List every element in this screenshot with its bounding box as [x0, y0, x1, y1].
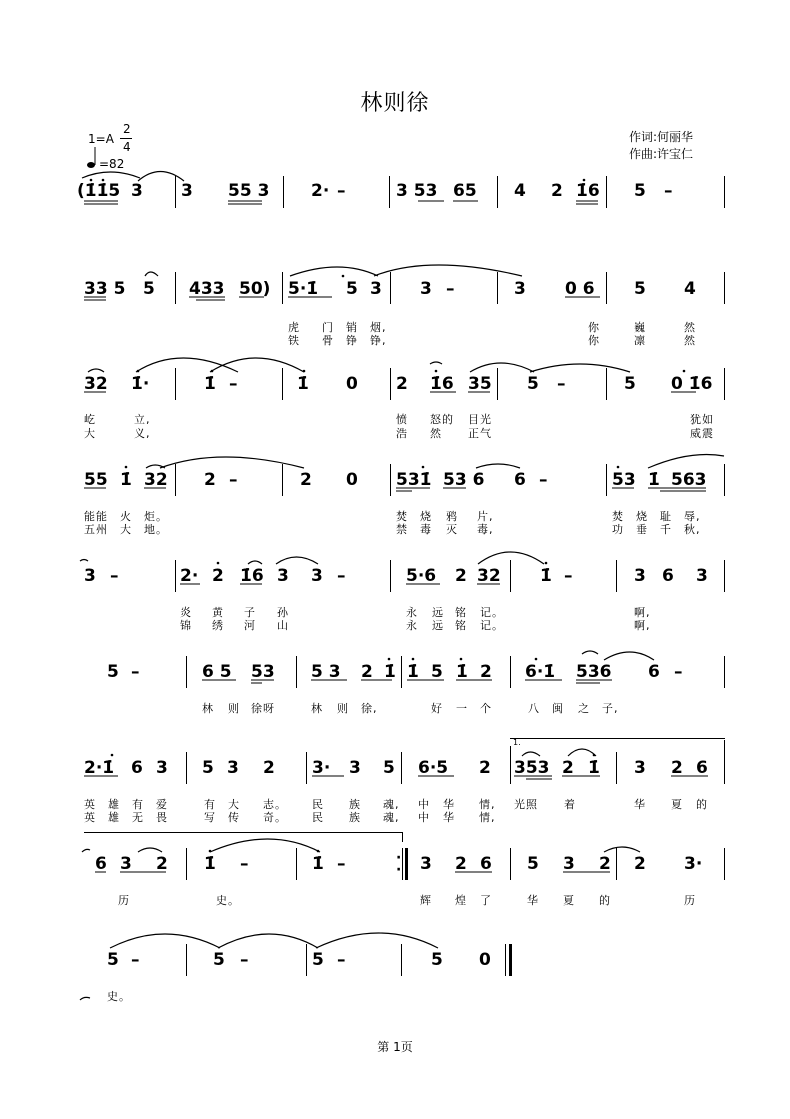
note: 1̇6: [240, 566, 264, 586]
lyric: 愤: [396, 413, 408, 426]
note: 5: [527, 374, 539, 394]
lyric: 烟,: [370, 321, 387, 334]
note: 3: [563, 854, 575, 874]
lyric: 英: [84, 811, 96, 824]
slur: [290, 267, 378, 276]
lyric: 华: [443, 798, 455, 811]
tie: [160, 457, 304, 468]
lyric: 族: [349, 798, 361, 811]
lyric: 则: [337, 702, 349, 715]
note: –: [337, 181, 346, 201]
slur: [478, 552, 544, 564]
lyric: 畏: [156, 811, 168, 824]
note: 4: [514, 181, 526, 201]
note: 6: [131, 758, 143, 778]
note: 0 6: [565, 279, 595, 299]
lyric: 啊,: [634, 606, 651, 619]
lyric: 能能: [84, 510, 108, 523]
note: 1̇·: [131, 374, 150, 394]
lyric: 着: [564, 798, 576, 811]
lyric: 爱: [156, 798, 168, 811]
note: 536: [576, 662, 612, 682]
tie: [110, 934, 220, 948]
lyric: 焚: [396, 510, 408, 523]
note: –: [564, 566, 573, 586]
note: –: [664, 181, 673, 201]
tie: [80, 560, 88, 562]
lyric: 一: [456, 702, 468, 715]
lyric: 之: [578, 702, 590, 715]
tie: [530, 364, 630, 372]
lyric: 则: [228, 702, 240, 715]
note: 5 3: [311, 662, 341, 682]
note: –: [110, 566, 119, 586]
note: 50): [239, 279, 271, 299]
note: (1̇1̇5: [77, 181, 121, 201]
lyric: 大: [228, 798, 240, 811]
slur: [476, 464, 520, 468]
note: 3·: [312, 758, 331, 778]
note: 5: [624, 374, 636, 394]
lyric: 光照: [514, 798, 538, 811]
note: 55: [84, 470, 108, 490]
lyric: 门: [322, 321, 334, 334]
lyric: 目光: [468, 413, 492, 426]
note: 5: [143, 279, 155, 299]
note: 6·1̇: [525, 662, 556, 682]
lyric: 铭: [455, 606, 467, 619]
note: 33 5: [84, 279, 126, 299]
lyric: 有: [204, 798, 216, 811]
lyric: 黄: [212, 606, 224, 619]
lyric: 犹如: [690, 413, 714, 426]
tie: [276, 557, 318, 564]
note: 5: [527, 854, 539, 874]
note: 3: [420, 854, 432, 874]
note: 531̇: [396, 470, 432, 490]
lyric: 族: [349, 811, 361, 824]
lyric: 华: [443, 811, 455, 824]
tie: [604, 847, 640, 852]
note: 1̇: [204, 854, 216, 874]
lyric: 正气: [468, 427, 492, 440]
note: 433: [189, 279, 225, 299]
lyric: 永: [406, 606, 418, 619]
lyric: 魂,: [383, 811, 400, 824]
lyric: 你: [588, 321, 600, 334]
note: 6: [95, 854, 107, 874]
lyric: 禁: [396, 523, 408, 536]
note: 1̇: [588, 758, 600, 778]
tie: [80, 997, 90, 1000]
note: 563: [671, 470, 707, 490]
note: 5: [431, 662, 443, 682]
note: 2: [156, 854, 168, 874]
note: 2: [396, 374, 408, 394]
note: –: [337, 854, 346, 874]
note: 2: [479, 758, 491, 778]
lyric: 毒,: [477, 523, 494, 536]
slur: [82, 172, 140, 178]
lyric: 怒的: [430, 413, 454, 426]
lyric: 凛: [634, 334, 646, 347]
lyric: 烧: [420, 510, 432, 523]
meter-bottom: 4: [123, 140, 131, 154]
note: 2: [361, 662, 373, 682]
lyric: 威震: [690, 427, 714, 440]
note: 2: [634, 854, 646, 874]
note: 2: [551, 181, 563, 201]
lyric: 立,: [134, 413, 151, 426]
lyric: 子: [244, 606, 256, 619]
note: 2: [212, 566, 224, 586]
lyric: 历: [118, 894, 130, 907]
note: 2: [300, 470, 312, 490]
note: 6: [480, 854, 492, 874]
lyric: 林: [311, 702, 323, 715]
tie: [374, 265, 522, 276]
lyric: 煌: [455, 894, 467, 907]
tie: [82, 849, 90, 852]
note: 2·: [311, 181, 330, 201]
slur: [522, 752, 540, 756]
lyric: 然: [684, 321, 696, 334]
slur: [88, 369, 104, 372]
note: 6: [514, 470, 526, 490]
note: 5: [107, 950, 119, 970]
key-signature: 1=A: [88, 132, 114, 146]
lyric: 你: [588, 334, 600, 347]
lyric: 垂: [636, 523, 648, 536]
note: 1̇6: [576, 181, 600, 201]
lyric: 功: [612, 523, 624, 536]
note: 3: [349, 758, 361, 778]
note: 5: [634, 181, 646, 201]
note: 3: [370, 279, 382, 299]
tie: [218, 934, 318, 948]
tie: [648, 455, 724, 469]
note: 2: [599, 854, 611, 874]
lyric: 虎: [288, 321, 300, 334]
note: 3: [420, 279, 432, 299]
slur: [145, 272, 158, 276]
note: 1̇: [120, 470, 132, 490]
lyric: 无: [132, 811, 144, 824]
note: 5: [431, 950, 443, 970]
lyric: 志。: [263, 798, 287, 811]
note: –: [229, 374, 238, 394]
note: 3·: [684, 854, 703, 874]
lyric: 闽: [552, 702, 564, 715]
note: –: [446, 279, 455, 299]
note: 6: [662, 566, 674, 586]
tempo: =82: [99, 157, 125, 171]
volta-label: 1.: [513, 738, 521, 747]
tie: [604, 652, 654, 660]
lyric: 情,: [479, 811, 496, 824]
note: 1̇: [312, 854, 324, 874]
lyric: 烧: [636, 510, 648, 523]
note: 0: [346, 374, 358, 394]
note: 53: [251, 662, 275, 682]
lyric: 史。: [216, 894, 240, 907]
note: –: [229, 470, 238, 490]
lyricist: 作词:何丽华: [629, 130, 694, 144]
lyric: 五州: [84, 523, 108, 536]
tie: [138, 172, 184, 182]
note: –: [674, 662, 683, 682]
lyric: 焚: [612, 510, 624, 523]
note: 3: [514, 279, 526, 299]
lyric: 铮: [346, 334, 358, 347]
note: 1̇: [204, 374, 216, 394]
lyric: 灭: [446, 523, 458, 536]
lyric: 华: [634, 798, 646, 811]
lyric: 辱,: [684, 510, 701, 523]
lyric: 然: [430, 427, 442, 440]
note: 2: [455, 854, 467, 874]
note: 5: [312, 950, 324, 970]
lyric: 写: [204, 811, 216, 824]
note: 6 5: [202, 662, 232, 682]
lyric: 传: [228, 811, 240, 824]
note: 3: [634, 566, 646, 586]
note: 5: [107, 662, 119, 682]
note: –: [240, 854, 249, 874]
lyric: 巍: [634, 321, 646, 334]
song-title: 林则徐: [360, 91, 430, 116]
lyric: 孙: [277, 606, 289, 619]
lyric: 情,: [479, 798, 496, 811]
slur: [248, 561, 262, 564]
note: 53 6: [443, 470, 485, 490]
slur: [582, 651, 598, 654]
note: 3: [156, 758, 168, 778]
slur: [470, 363, 534, 372]
note: 35: [468, 374, 492, 394]
note: –: [557, 374, 566, 394]
note: 5: [383, 758, 395, 778]
lyric: 徐呀: [251, 702, 275, 715]
lyric: 英: [84, 798, 96, 811]
lyric: 夏: [563, 894, 575, 907]
note: 3 53: [396, 181, 438, 201]
lyric: 铮,: [370, 334, 387, 347]
lyric: 雄: [108, 798, 120, 811]
slur: [138, 848, 162, 852]
lyric: 个: [480, 702, 492, 715]
lyric: 鸦: [446, 510, 458, 523]
note: 0 1̇6: [671, 374, 713, 394]
note: 0: [346, 470, 358, 490]
note: 65: [453, 181, 477, 201]
lyric: 炎: [180, 606, 192, 619]
note: 1̇: [648, 470, 660, 490]
lyric: 河: [244, 619, 256, 632]
note: 1̇: [297, 374, 309, 394]
repeat-dots-top: ·: [396, 850, 402, 866]
lyric: 片,: [477, 510, 494, 523]
note: 5: [213, 950, 225, 970]
note: 3: [696, 566, 708, 586]
lyric: 远: [432, 606, 444, 619]
note: 1̇: [540, 566, 552, 586]
lyric: 啊,: [634, 619, 651, 632]
note: 5: [346, 279, 358, 299]
note: 5·6: [406, 566, 437, 586]
lyric: 然: [684, 334, 696, 347]
note: 6: [696, 758, 708, 778]
lyric: 的: [696, 798, 708, 811]
note: 3: [277, 566, 289, 586]
note: –: [131, 950, 140, 970]
lyric: 炬。: [144, 510, 168, 523]
lyric: 夏: [671, 798, 683, 811]
lyric: 地。: [144, 523, 168, 536]
lyric: 浩: [396, 427, 408, 440]
lyric: 铁: [288, 334, 300, 347]
lyric: 秋,: [684, 523, 701, 536]
note: 2: [671, 758, 683, 778]
lyric: 绣: [212, 619, 224, 632]
lyric: 永: [406, 619, 418, 632]
note: 3: [181, 181, 193, 201]
note: 1̇6: [430, 374, 454, 394]
note: 32: [144, 470, 168, 490]
meter-top: 2: [123, 122, 131, 136]
lyric: 奇。: [263, 811, 287, 824]
note: –: [131, 662, 140, 682]
note: 3: [84, 566, 96, 586]
lyric: 义,: [134, 427, 151, 440]
lyric: 铭: [455, 619, 467, 632]
lyric: 火: [120, 510, 132, 523]
note: 5: [634, 279, 646, 299]
lyric: 好: [431, 702, 443, 715]
tie: [210, 839, 320, 852]
note: 353: [514, 758, 550, 778]
note: 3: [311, 566, 323, 586]
note: 2: [562, 758, 574, 778]
note: 53: [612, 470, 636, 490]
note: –: [337, 566, 346, 586]
note: 2: [263, 758, 275, 778]
note: 2: [455, 566, 467, 586]
lyric: 子,: [602, 702, 619, 715]
lyric: 史。: [107, 990, 131, 1003]
note: 32: [477, 566, 501, 586]
lyric: 千: [660, 523, 672, 536]
lyric: 了: [480, 894, 492, 907]
note: 0: [479, 950, 491, 970]
note: 6: [648, 662, 660, 682]
lyric: 徐,: [361, 702, 378, 715]
note: 3: [634, 758, 646, 778]
lyric: 中: [418, 798, 430, 811]
lyric: 山: [277, 619, 289, 632]
note: 2: [204, 470, 216, 490]
lyric: 的: [599, 894, 611, 907]
note: 1̇: [384, 662, 396, 682]
note: 32: [84, 374, 108, 394]
note: –: [337, 950, 346, 970]
note: 3: [227, 758, 239, 778]
note: 2·1̇: [84, 758, 115, 778]
tie: [316, 933, 438, 948]
lyric: 大: [120, 523, 132, 536]
note: 3: [120, 854, 132, 874]
lyric: 销: [346, 321, 358, 334]
lyric: 辉: [420, 894, 432, 907]
note: 3: [131, 181, 143, 201]
note: 5·1̇: [288, 279, 319, 299]
lyric: 远: [432, 619, 444, 632]
note: 1̇: [456, 662, 468, 682]
lyric: 耻: [660, 510, 672, 523]
lyric: 锦: [180, 619, 192, 632]
lyric: 骨: [322, 334, 334, 347]
slur: [430, 362, 442, 364]
lyric: 有: [132, 798, 144, 811]
page-number: 第 1页: [377, 1040, 413, 1054]
note: 2·: [180, 566, 199, 586]
lyric: 记。: [480, 606, 504, 619]
slur: [568, 749, 596, 756]
note: 6·5: [418, 758, 449, 778]
lyric: 魂,: [383, 798, 400, 811]
lyric: 记。: [480, 619, 504, 632]
lyric: 华: [527, 894, 539, 907]
lyric: 大: [84, 427, 96, 440]
note: –: [539, 470, 548, 490]
lyric: 历: [684, 894, 696, 907]
lyric: 毒: [420, 523, 432, 536]
note: 55 3: [228, 181, 270, 201]
lyric: 民: [312, 798, 324, 811]
lyric: 八: [528, 702, 540, 715]
lyric: 林: [202, 702, 214, 715]
note: –: [240, 950, 249, 970]
lyric: 民: [312, 811, 324, 824]
tie: [210, 358, 304, 372]
composer: 作曲:许宝仁: [629, 147, 694, 161]
note: 4: [684, 279, 696, 299]
repeat-dots-bottom: ·: [396, 862, 402, 878]
lyric: 中: [418, 811, 430, 824]
note: 5: [202, 758, 214, 778]
lyric: 雄: [108, 811, 120, 824]
note: 1̇: [407, 662, 419, 682]
lyric: 屹: [84, 413, 96, 426]
note: 2: [480, 662, 492, 682]
